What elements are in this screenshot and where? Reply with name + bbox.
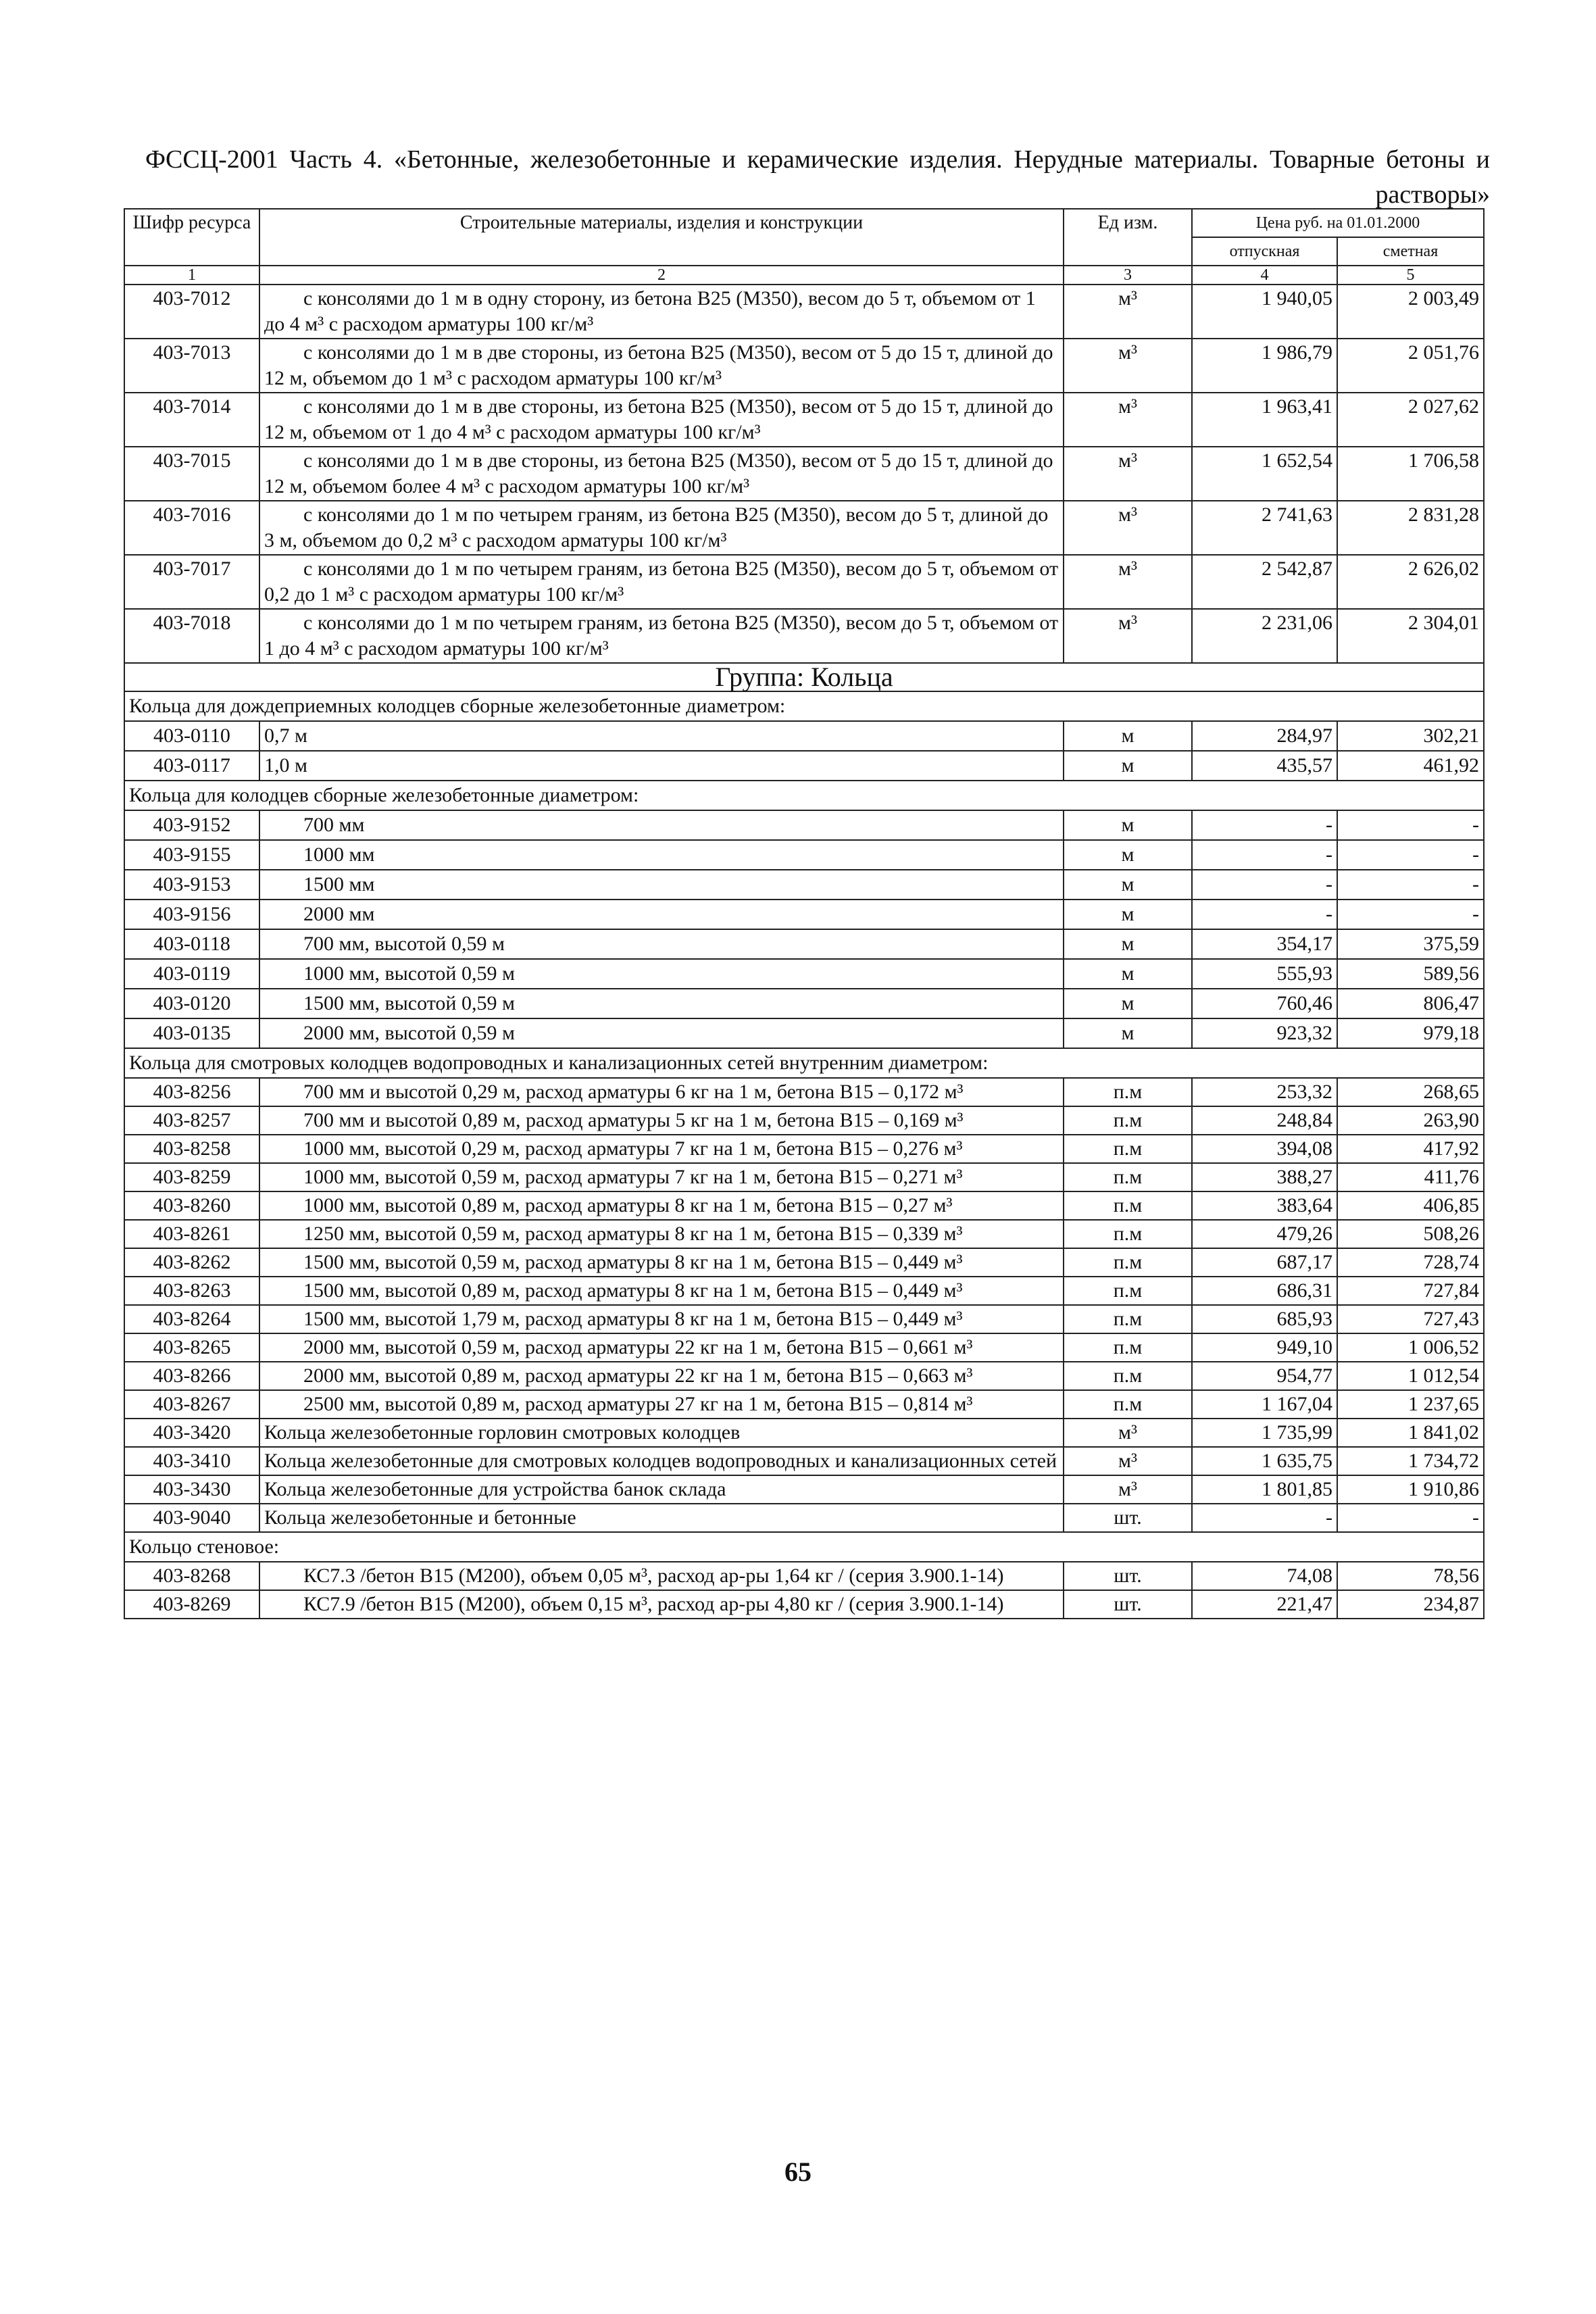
resource-code: 403-8260: [124, 1191, 259, 1220]
table-row: [124, 1562, 1484, 1590]
resource-description: 1500 мм, высотой 0,89 м, расход арматуры 8 кг на 1 м, бетона В15 – 0,449 м³: [259, 1277, 1064, 1305]
resource-description: с консолями до 1 м по четырем граням, из бетона В25 (М350), весом до 5 т, объемом от 1 до 4 м³ с расходом арматуры 100 кг/м³: [259, 609, 1064, 663]
resource-description: 2500 мм, высотой 0,89 м, расход арматуры 27 кг на 1 м, бетона В15 – 0,814 м³: [259, 1390, 1064, 1419]
resource-code: 403-0110: [124, 721, 259, 751]
release-price: 2 542,87: [1192, 555, 1337, 609]
resource-description: КС7.9 /бетон В15 (М200), объем 0,15 м³, расход ар-ры 4,80 кг / (серия 3.900.1-14): [259, 1590, 1064, 1619]
estimate-price: 806,47: [1337, 989, 1484, 1018]
table-row: [124, 1135, 1484, 1163]
release-price: 354,17: [1192, 929, 1337, 959]
resource-description: 1000 мм, высотой 0,59 м, расход арматуры 7 кг на 1 м, бетона В15 – 0,271 м³: [259, 1163, 1064, 1191]
release-price: 954,77: [1192, 1362, 1337, 1390]
estimate-price: 589,56: [1337, 959, 1484, 989]
unit-of-measure: м: [1064, 959, 1192, 989]
table-row: [124, 501, 1484, 555]
release-price: 555,93: [1192, 959, 1337, 989]
table-row: [124, 810, 1484, 840]
resource-code: 403-8266: [124, 1362, 259, 1390]
header-release: отпускная: [1192, 237, 1337, 266]
estimate-price: 234,87: [1337, 1590, 1484, 1619]
unit-of-measure: м³: [1064, 1475, 1192, 1504]
resource-code: 403-0118: [124, 929, 259, 959]
unit-of-measure: п.м: [1064, 1390, 1192, 1419]
estimate-price: 979,18: [1337, 1018, 1484, 1048]
resource-description: 2000 мм, высотой 0,59 м, расход арматуры 22 кг на 1 м, бетона В15 – 0,661 м³: [259, 1333, 1064, 1362]
resource-code: 403-8259: [124, 1163, 259, 1191]
resource-description: с консолями до 1 м в две стороны, из бетона В25 (М350), весом от 5 до 15 т, длиной до 12 м, объемом до 1 м³ с расходом арматуры 100 кг/м³: [259, 339, 1064, 393]
unit-of-measure: п.м: [1064, 1191, 1192, 1220]
unit-of-measure: м: [1064, 1018, 1192, 1048]
unit-of-measure: п.м: [1064, 1163, 1192, 1191]
group-title: Группа: Кольца: [124, 663, 1484, 691]
release-price: 686,31: [1192, 1277, 1337, 1305]
unit-of-measure: м³: [1064, 447, 1192, 501]
unit-of-measure: п.м: [1064, 1106, 1192, 1135]
unit-of-measure: м: [1064, 810, 1192, 840]
release-price: 284,97: [1192, 721, 1337, 751]
resource-code: 403-7017: [124, 555, 259, 609]
release-price: 388,27: [1192, 1163, 1337, 1191]
release-price: 1 167,04: [1192, 1390, 1337, 1419]
unit-of-measure: м³: [1064, 285, 1192, 339]
resource-code: 403-7014: [124, 393, 259, 447]
unit-of-measure: м: [1064, 929, 1192, 959]
estimate-price: 302,21: [1337, 721, 1484, 751]
resource-description: Кольца железобетонные и бетонные: [259, 1504, 1064, 1532]
resource-code: 403-8264: [124, 1305, 259, 1333]
unit-of-measure: п.м: [1064, 1362, 1192, 1390]
resource-code: 403-3420: [124, 1419, 259, 1447]
estimate-price: -: [1337, 810, 1484, 840]
resource-code: 403-7016: [124, 501, 259, 555]
unit-of-measure: м³: [1064, 339, 1192, 393]
release-price: 221,47: [1192, 1590, 1337, 1619]
resource-code: 403-8268: [124, 1562, 259, 1590]
page-number: 65: [784, 2157, 812, 2187]
table-row: [124, 1333, 1484, 1362]
release-price: 923,32: [1192, 1018, 1337, 1048]
estimate-price: 417,92: [1337, 1135, 1484, 1163]
resource-code: 403-3430: [124, 1475, 259, 1504]
resource-description: 1500 мм, высотой 1,79 м, расход арматуры 8 кг на 1 м, бетона В15 – 0,449 м³: [259, 1305, 1064, 1333]
release-price: 2 741,63: [1192, 501, 1337, 555]
unit-of-measure: шт.: [1064, 1590, 1192, 1619]
estimate-price: 2 027,62: [1337, 393, 1484, 447]
release-price: 949,10: [1192, 1333, 1337, 1362]
resource-code: 403-3410: [124, 1447, 259, 1475]
section-subtitle: Кольца для смотровых колодцев водопроводных и канализационных сетей внутренним диаметром:: [124, 1048, 1484, 1078]
table-row: [124, 1590, 1484, 1619]
column-number: 3: [1064, 266, 1192, 285]
resource-description: 1500 мм, высотой 0,59 м: [259, 989, 1064, 1018]
table-row: [124, 447, 1484, 501]
resource-description: 2000 мм, высотой 0,59 м: [259, 1018, 1064, 1048]
unit-of-measure: м: [1064, 989, 1192, 1018]
estimate-price: 263,90: [1337, 1106, 1484, 1135]
release-price: 1 635,75: [1192, 1447, 1337, 1475]
release-price: 248,84: [1192, 1106, 1337, 1135]
estimate-price: 461,92: [1337, 751, 1484, 781]
table-row: [124, 1163, 1484, 1191]
estimate-price: 1 706,58: [1337, 447, 1484, 501]
unit-of-measure: м: [1064, 721, 1192, 751]
header-name: Строительные материалы, изделия и конструкции: [259, 209, 1064, 266]
unit-of-measure: п.м: [1064, 1220, 1192, 1248]
price-table: [124, 208, 1485, 1619]
table-row: [124, 840, 1484, 870]
estimate-price: 2 304,01: [1337, 609, 1484, 663]
resource-code: 403-9040: [124, 1504, 259, 1532]
unit-of-measure: м³: [1064, 501, 1192, 555]
resource-description: 1,0 м: [259, 751, 1064, 781]
unit-of-measure: шт.: [1064, 1504, 1192, 1532]
estimate-price: 1 841,02: [1337, 1419, 1484, 1447]
table-row: [124, 1475, 1484, 1504]
resource-description: с консолями до 1 м в две стороны, из бетона В25 (М350), весом от 5 до 15 т, длиной до 12 м, объемом от 1 до 4 м³ с расходом арматуры 100 кг/м³: [259, 393, 1064, 447]
resource-code: 403-7015: [124, 447, 259, 501]
resource-description: 700 мм и высотой 0,29 м, расход арматуры 6 кг на 1 м, бетона В15 – 0,172 м³: [259, 1078, 1064, 1106]
resource-description: с консолями до 1 м в одну сторону, из бетона В25 (М350), весом до 5 т, объемом от 1 до 4 м³ с расходом арматуры 100 кг/м³: [259, 285, 1064, 339]
estimate-price: 1 012,54: [1337, 1362, 1484, 1390]
resource-code: 403-0119: [124, 959, 259, 989]
resource-description: 1500 мм: [259, 870, 1064, 900]
resource-code: 403-8261: [124, 1220, 259, 1248]
resource-code: 403-9156: [124, 900, 259, 929]
table-row: [124, 1277, 1484, 1305]
resource-description: 1000 мм: [259, 840, 1064, 870]
table-row: [124, 609, 1484, 663]
release-price: 479,26: [1192, 1220, 1337, 1248]
release-price: 74,08: [1192, 1562, 1337, 1590]
estimate-price: 2 051,76: [1337, 339, 1484, 393]
resource-description: 1250 мм, высотой 0,59 м, расход арматуры 8 кг на 1 м, бетона В15 – 0,339 м³: [259, 1220, 1064, 1248]
table-row: [124, 1248, 1484, 1277]
header-estimate: сметная: [1337, 237, 1484, 266]
header-price: Цена руб. на 01.01.2000: [1192, 209, 1484, 237]
resource-description: с консолями до 1 м по четырем граням, из бетона В25 (М350), весом до 5 т, объемом от 0,2 до 1 м³ с расходом арматуры 100 кг/м³: [259, 555, 1064, 609]
resource-description: 1500 мм, высотой 0,59 м, расход арматуры 8 кг на 1 м, бетона В15 – 0,449 м³: [259, 1248, 1064, 1277]
release-price: 687,17: [1192, 1248, 1337, 1277]
release-price: -: [1192, 1504, 1337, 1532]
release-price: 1 986,79: [1192, 339, 1337, 393]
resource-description: 700 мм, высотой 0,59 м: [259, 929, 1064, 959]
table-row: [124, 929, 1484, 959]
release-price: -: [1192, 870, 1337, 900]
resource-description: с консолями до 1 м по четырем граням, из бетона В25 (М350), весом до 5 т, длиной до 3 м, объемом до 0,2 м³ с расходом арматуры 100 кг/м³: [259, 501, 1064, 555]
column-number: 4: [1192, 266, 1337, 285]
release-price: 253,32: [1192, 1078, 1337, 1106]
resource-description: 700 мм и высотой 0,89 м, расход арматуры 5 кг на 1 м, бетона В15 – 0,169 м³: [259, 1106, 1064, 1135]
table-row: [124, 1504, 1484, 1532]
resource-description: 1000 мм, высотой 0,59 м: [259, 959, 1064, 989]
release-price: 1 735,99: [1192, 1419, 1337, 1447]
estimate-price: 728,74: [1337, 1248, 1484, 1277]
resource-description: 1000 мм, высотой 0,29 м, расход арматуры 7 кг на 1 м, бетона В15 – 0,276 м³: [259, 1135, 1064, 1163]
estimate-price: -: [1337, 870, 1484, 900]
release-price: 383,64: [1192, 1191, 1337, 1220]
resource-code: 403-7013: [124, 339, 259, 393]
resource-description: КС7.3 /бетон В15 (М200), объем 0,05 м³, расход ар-ры 1,64 кг / (серия 3.900.1-14): [259, 1562, 1064, 1590]
resource-code: 403-0120: [124, 989, 259, 1018]
estimate-price: 2 003,49: [1337, 285, 1484, 339]
resource-code: 403-0117: [124, 751, 259, 781]
section-subtitle: Кольца для дождеприемных колодцев сборные железобетонные диаметром:: [124, 691, 1484, 721]
resource-code: 403-8257: [124, 1106, 259, 1135]
section-subtitle: Кольца для колодцев сборные железобетонные диаметром:: [124, 781, 1484, 810]
estimate-price: 727,84: [1337, 1277, 1484, 1305]
resource-description: 2000 мм, высотой 0,89 м, расход арматуры 22 кг на 1 м, бетона В15 – 0,663 м³: [259, 1362, 1064, 1390]
page-title: ФССЦ-2001 Часть 4. «Бетонные, железобетонные и керамические изделия. Нерудные материалы. Товарные бетоны и растворы»: [145, 145, 1490, 209]
unit-of-measure: п.м: [1064, 1277, 1192, 1305]
resource-code: 403-8258: [124, 1135, 259, 1163]
table-row: [124, 1191, 1484, 1220]
table-row: [124, 1305, 1484, 1333]
table-row: [124, 1447, 1484, 1475]
unit-of-measure: п.м: [1064, 1135, 1192, 1163]
unit-of-measure: м³: [1064, 393, 1192, 447]
resource-description: 2000 мм: [259, 900, 1064, 929]
estimate-price: 2 626,02: [1337, 555, 1484, 609]
resource-description: 1000 мм, высотой 0,89 м, расход арматуры 8 кг на 1 м, бетона В15 – 0,27 м³: [259, 1191, 1064, 1220]
release-price: 1 963,41: [1192, 393, 1337, 447]
estimate-price: 727,43: [1337, 1305, 1484, 1333]
table-row: [124, 1419, 1484, 1447]
unit-of-measure: м: [1064, 900, 1192, 929]
table-row: [124, 555, 1484, 609]
estimate-price: 406,85: [1337, 1191, 1484, 1220]
resource-code: 403-9153: [124, 870, 259, 900]
table-row: [124, 1362, 1484, 1390]
resource-description: с консолями до 1 м в две стороны, из бетона В25 (М350), весом от 5 до 15 т, длиной до 12 м, объемом более 4 м³ с расходом арматуры 100 кг/м³: [259, 447, 1064, 501]
table-row: [124, 1078, 1484, 1106]
release-price: -: [1192, 900, 1337, 929]
release-price: 1 652,54: [1192, 447, 1337, 501]
estimate-price: 1 006,52: [1337, 1333, 1484, 1362]
resource-code: 403-8263: [124, 1277, 259, 1305]
release-price: 1 940,05: [1192, 285, 1337, 339]
table-row: [124, 1220, 1484, 1248]
estimate-price: -: [1337, 1504, 1484, 1532]
unit-of-measure: м³: [1064, 1419, 1192, 1447]
estimate-price: 78,56: [1337, 1562, 1484, 1590]
estimate-price: 508,26: [1337, 1220, 1484, 1248]
header-unit: Ед изм.: [1064, 209, 1192, 266]
release-price: -: [1192, 840, 1337, 870]
column-number: 5: [1337, 266, 1484, 285]
resource-code: 403-9152: [124, 810, 259, 840]
unit-of-measure: п.м: [1064, 1078, 1192, 1106]
table-row: [124, 870, 1484, 900]
table-row: [124, 989, 1484, 1018]
table-row: [124, 1018, 1484, 1048]
resource-code: 403-7012: [124, 285, 259, 339]
unit-of-measure: м³: [1064, 609, 1192, 663]
unit-of-measure: шт.: [1064, 1562, 1192, 1590]
resource-code: 403-8269: [124, 1590, 259, 1619]
release-price: 760,46: [1192, 989, 1337, 1018]
unit-of-measure: п.м: [1064, 1248, 1192, 1277]
release-price: 685,93: [1192, 1305, 1337, 1333]
unit-of-measure: м: [1064, 751, 1192, 781]
resource-code: 403-9155: [124, 840, 259, 870]
estimate-price: 1 734,72: [1337, 1447, 1484, 1475]
table-row: [124, 393, 1484, 447]
estimate-price: 411,76: [1337, 1163, 1484, 1191]
unit-of-measure: п.м: [1064, 1333, 1192, 1362]
release-price: 435,57: [1192, 751, 1337, 781]
section-subtitle: Кольцо стеновое:: [124, 1532, 1484, 1562]
estimate-price: 2 831,28: [1337, 501, 1484, 555]
table-row: [124, 1106, 1484, 1135]
resource-code: 403-8256: [124, 1078, 259, 1106]
resource-code: 403-8265: [124, 1333, 259, 1362]
estimate-price: 268,65: [1337, 1078, 1484, 1106]
unit-of-measure: м³: [1064, 1447, 1192, 1475]
resource-code: 403-7018: [124, 609, 259, 663]
unit-of-measure: м: [1064, 870, 1192, 900]
table-row: [124, 1390, 1484, 1419]
estimate-price: 1 237,65: [1337, 1390, 1484, 1419]
table-row: [124, 721, 1484, 751]
release-price: 394,08: [1192, 1135, 1337, 1163]
unit-of-measure: м³: [1064, 555, 1192, 609]
unit-of-measure: п.м: [1064, 1305, 1192, 1333]
table-row: [124, 285, 1484, 339]
table-row: [124, 900, 1484, 929]
release-price: -: [1192, 810, 1337, 840]
table-row: [124, 959, 1484, 989]
resource-description: Кольца железобетонные для смотровых колодцев водопроводных и канализационных сетей: [259, 1447, 1064, 1475]
table-row: [124, 339, 1484, 393]
resource-code: 403-8262: [124, 1248, 259, 1277]
resource-code: 403-8267: [124, 1390, 259, 1419]
resource-description: Кольца железобетонные горловин смотровых колодцев: [259, 1419, 1064, 1447]
resource-description: 0,7 м: [259, 721, 1064, 751]
column-number: 2: [259, 266, 1064, 285]
resource-description: Кольца железобетонные для устройства банок склада: [259, 1475, 1064, 1504]
column-number: 1: [124, 266, 259, 285]
estimate-price: 1 910,86: [1337, 1475, 1484, 1504]
estimate-price: 375,59: [1337, 929, 1484, 959]
unit-of-measure: м: [1064, 840, 1192, 870]
header-code: Шифр ресурса: [124, 209, 259, 266]
release-price: 1 801,85: [1192, 1475, 1337, 1504]
estimate-price: -: [1337, 840, 1484, 870]
release-price: 2 231,06: [1192, 609, 1337, 663]
resource-description: 700 мм: [259, 810, 1064, 840]
estimate-price: -: [1337, 900, 1484, 929]
table-row: [124, 751, 1484, 781]
resource-code: 403-0135: [124, 1018, 259, 1048]
